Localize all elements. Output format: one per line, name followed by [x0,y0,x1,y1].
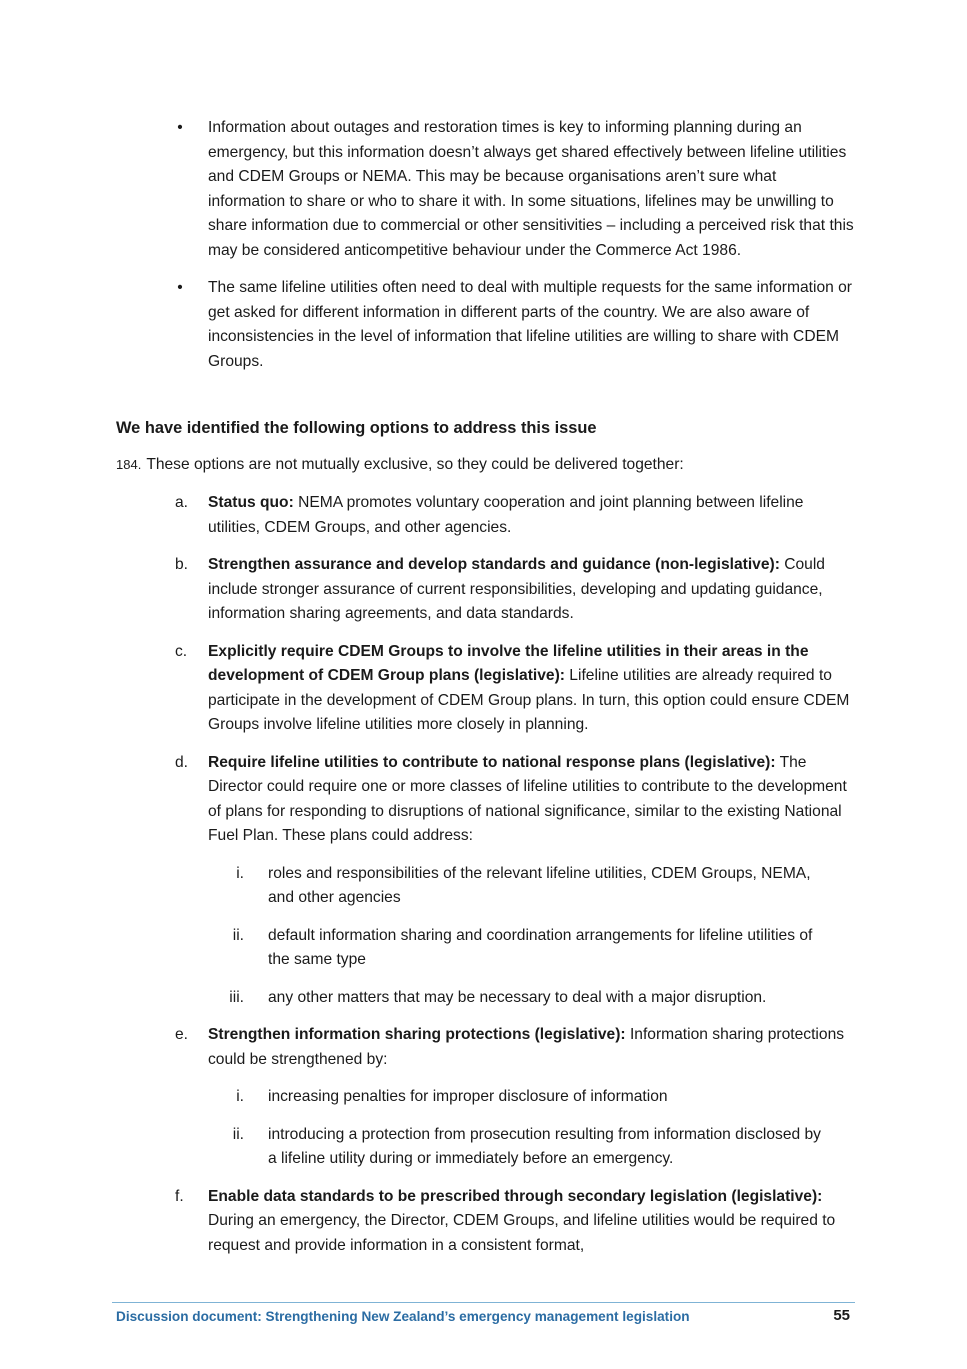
option-marker: e. [175,1026,189,1043]
option-e [0,1023,856,1172]
sub-text: increasing penalties for improper disclosure of information [268,1088,668,1105]
sub-item [208,1123,828,1172]
sub-text: default information sharing and coordination arrangements for lifeline utilities of the same type [268,926,813,968]
bullet-list [0,116,967,387]
option-b [0,553,856,627]
option-c [0,640,856,738]
bullet-item [0,276,856,374]
options-list [0,491,967,1271]
section-heading: We have identified the following options to address this issue [116,419,597,437]
option-text: Information sharing protections could be strengthened by: [208,1026,845,1068]
page-number: 55 [833,1307,850,1324]
option-marker: b. [175,556,189,573]
sub-text: introducing a protection from prosecution resulting from information disclosed by a lifeline utility during or immediately before an emergency. [268,1125,821,1167]
bullet-icon: • [177,119,183,136]
option-title: Status quo: [208,494,294,511]
sub-text: any other matters that may be necessary to deal with a major disruption. [268,988,767,1006]
option-f [0,1185,856,1259]
sub-marker: iii. [229,988,244,1006]
sub-marker: i. [236,1088,244,1105]
option-text: The Director could require one or more classes of lifeline utilities to contribute to the development of plans for responding to disruptions of national significance, similar to the existing National Fuel Plan. These plans could address: [208,753,847,844]
option-d [0,751,856,1011]
bullet-item [0,116,856,263]
option-title: Strengthen assurance and develop standards and guidance (non-legislative): [208,556,780,573]
bullet-text: Information about outages and restoration times is key to informing planning during an emergency, but this information doesn’t always get shared effectively between lifeline utilities and CDEM Groups or NEMA. This may be because organisations aren’t sure what information to share or who to share it with. In some situations, lifelines may be unwilling to share information due to commercial or other sensitivities – including a perceived risk that this may be considered anticompetitive behaviour under the Commerce Act 1986. [208,119,854,259]
option-title: Explicitly require CDEM Groups to involve the lifeline utilities in their areas in the development of CDEM Group plans (legislative): [208,642,809,684]
option-marker: d. [175,753,189,771]
sub-marker: i. [236,864,244,882]
sub-marker: ii. [232,1125,244,1143]
option-marker: c. [175,642,188,660]
sub-item [208,862,828,911]
numbered-paragraph [116,453,856,478]
option-title: Enable data standards to be prescribed through secondary legislation (legislative): [208,1187,823,1205]
option-text: During an emergency, the Director, CDEM Groups, and lifeline utilities would be required to request and provide information in a consistent format, [208,1212,836,1254]
sub-item [208,986,828,1011]
bullet-icon: • [177,279,183,296]
sub-text: roles and responsibilities of the relevant lifeline utilities, CDEM Groups, NEMA, and other agencies [268,864,811,906]
option-text: NEMA promotes voluntary cooperation and joint planning between lifeline utilities, CDEM Groups, and other agencies. [208,494,804,536]
option-a [0,491,856,540]
bullet-text: The same lifeline utilities often need to deal with multiple requests for the same information or get asked for different information in different parts of the country. We are also aware of inconsistencies in the level of information that lifeline utilities are willing to share with CDEM Groups. [208,279,853,370]
option-marker: a. [175,494,189,511]
sub-list [208,862,856,1011]
option-title: Require lifeline utilities to contribute to national response plans (legislative): [208,753,776,771]
option-marker: f. [175,1187,184,1205]
footer-divider [112,1302,855,1303]
option-text: Could include stronger assurance of current responsibilities, developing and updating guidance, information sharing agreements, and data standards. [208,556,825,622]
sub-item [208,1085,828,1110]
sub-list [208,1085,856,1172]
footer-document-title: Discussion document: Strengthening New Zealand’s emergency management legislation [116,1309,690,1324]
option-title: Strengthen information sharing protections (legislative): [208,1026,626,1043]
sub-marker: ii. [232,926,244,944]
option-text: Lifeline utilities are already required to participate in the development of CDEM Group plans. In turn, this option could ensure CDEM Groups involve lifeline utilities more closely in planning. [208,667,850,733]
paragraph-text: These options are not mutually exclusive, so they could be delivered together: [146,456,684,473]
sub-item [208,924,828,973]
paragraph-number: 184. [116,457,142,472]
